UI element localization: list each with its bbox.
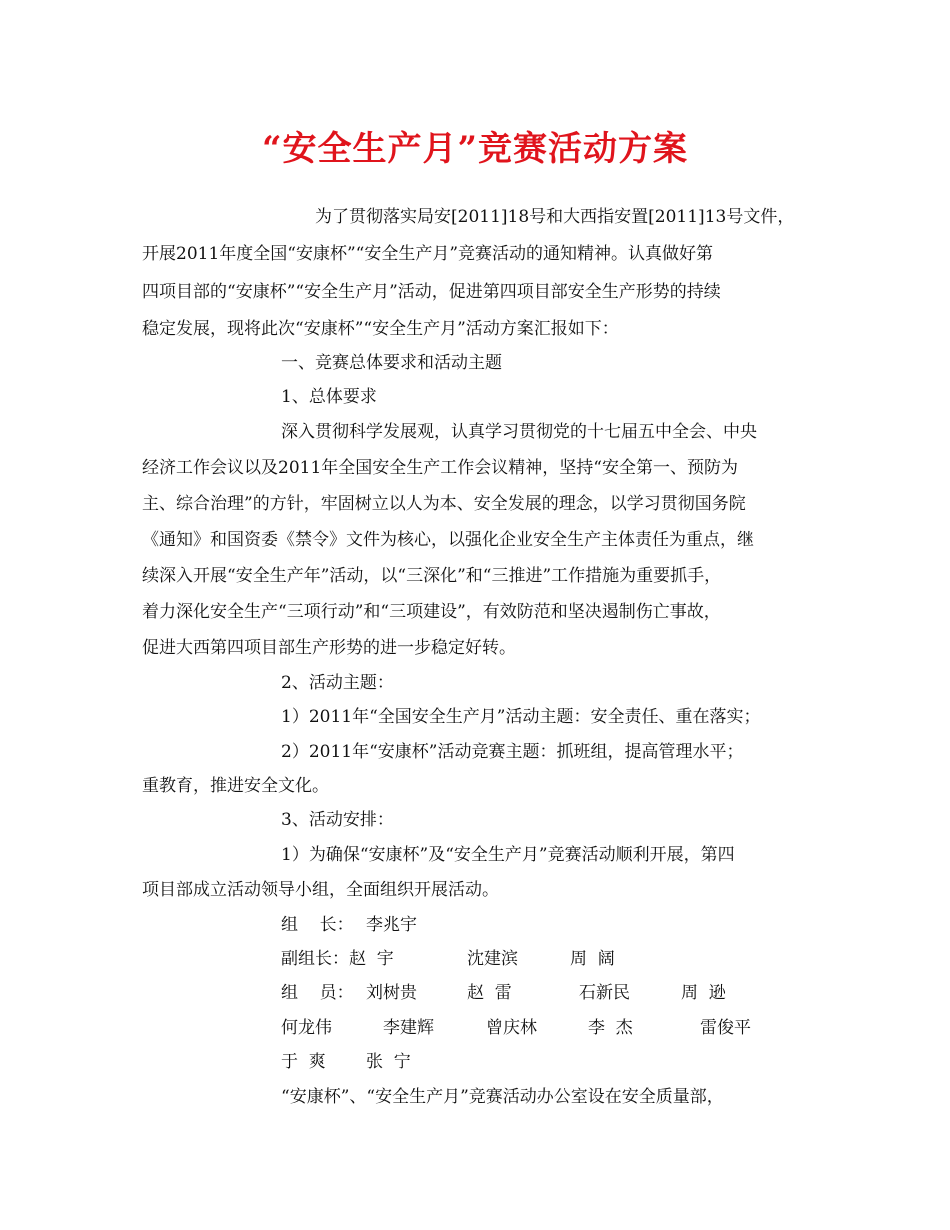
closing-line: “安康杯”、“安全生产月”竞赛活动办公室设在安全质量部， [281, 1087, 724, 1107]
team-member-name: 张 宁 [366, 1052, 411, 1072]
list-item: 2）2011年“安康杯”活动竞赛主题：抓班组，提高管理水平； [281, 742, 744, 762]
team-member-name: 雷俊平 [700, 1018, 751, 1038]
list-item: 1）2011年“全国安全生产月”活动主题：安全责任、重在落实； [281, 707, 761, 727]
team-member-name: 李 杰 [588, 1018, 633, 1038]
body-line: 深入贯彻科学发展观，认真学习贯彻党的十七届五中全会、中央 [281, 422, 757, 442]
team-deputy-name: 沈建滨 [467, 949, 518, 969]
body-line: 《通知》和国资委《禁令》文件为核心，以强化企业安全生产主体责任为重点，继 [142, 530, 754, 550]
team-deputy-name: 周 阔 [570, 949, 615, 969]
team-members-label: 组 员： [281, 983, 354, 1003]
intro-line: 稳定发展，现将此次“安康杯”“安全生产月”活动方案汇报如下： [142, 319, 619, 339]
team-member-name: 于 爽 [281, 1052, 326, 1072]
team-member-name: 李建辉 [383, 1018, 434, 1038]
team-leader-label: 组 长： [281, 915, 354, 935]
body-line: 经济工作会议以及2011年全国安全生产工作会议精神，坚持“安全第一、预防为 [142, 458, 738, 478]
team-member-name: 曾庆林 [486, 1018, 537, 1038]
body-line: 着力深化安全生产“三项行动”和“三项建设”，有效防范和坚决遏制伤亡事故， [142, 602, 721, 622]
team-member-name: 周 逊 [681, 983, 726, 1003]
intro-line: 为了贯彻落实局安[2011]18号和大西指安置[2011]13号文件， [315, 207, 795, 227]
list-item: 重教育，推进安全文化。 [142, 776, 329, 796]
document-title: “安全生产月”竞赛活动方案 [261, 129, 689, 169]
team-member-name: 何龙伟 [281, 1018, 332, 1038]
body-line: 促进大西第四项目部生产形势的进一步稳定好转。 [142, 638, 516, 658]
team-member-name: 刘树贵 [366, 983, 417, 1003]
subsection-heading: 3、活动安排： [281, 810, 394, 830]
team-deputy-name: 赵 宇 [349, 949, 394, 969]
team-leader-name: 李兆宇 [366, 915, 417, 935]
subsection-heading: 1、总体要求 [281, 387, 377, 407]
body-line: 主、综合治理”的方针，牢固树立以人为本、安全发展的理念，以学习贯彻国务院 [142, 494, 746, 514]
subsection-heading: 2、活动主题： [281, 673, 394, 693]
body-line: 1）为确保“安康杯”及“安全生产月”竞赛活动顺利开展，第四 [281, 845, 735, 865]
intro-line: 开展2011年度全国“安康杯”“安全生产月”竞赛活动的通知精神。认真做好第 [142, 244, 714, 264]
body-line: 项目部成立活动领导小组，全面组织开展活动。 [142, 880, 499, 900]
section-heading: 一、竞赛总体要求和活动主题 [281, 353, 502, 373]
team-deputy-label: 副组长： [281, 949, 349, 969]
team-member-name: 石新民 [579, 983, 630, 1003]
team-member-name: 赵 雷 [467, 983, 512, 1003]
intro-line: 四项目部的“安康杯”“安全生产月”活动，促进第四项目部安全生产形势的持续 [142, 282, 721, 302]
body-line: 续深入开展“安全生产年”活动，以“三深化”和“三推进”工作措施为重要抓手， [142, 566, 722, 586]
